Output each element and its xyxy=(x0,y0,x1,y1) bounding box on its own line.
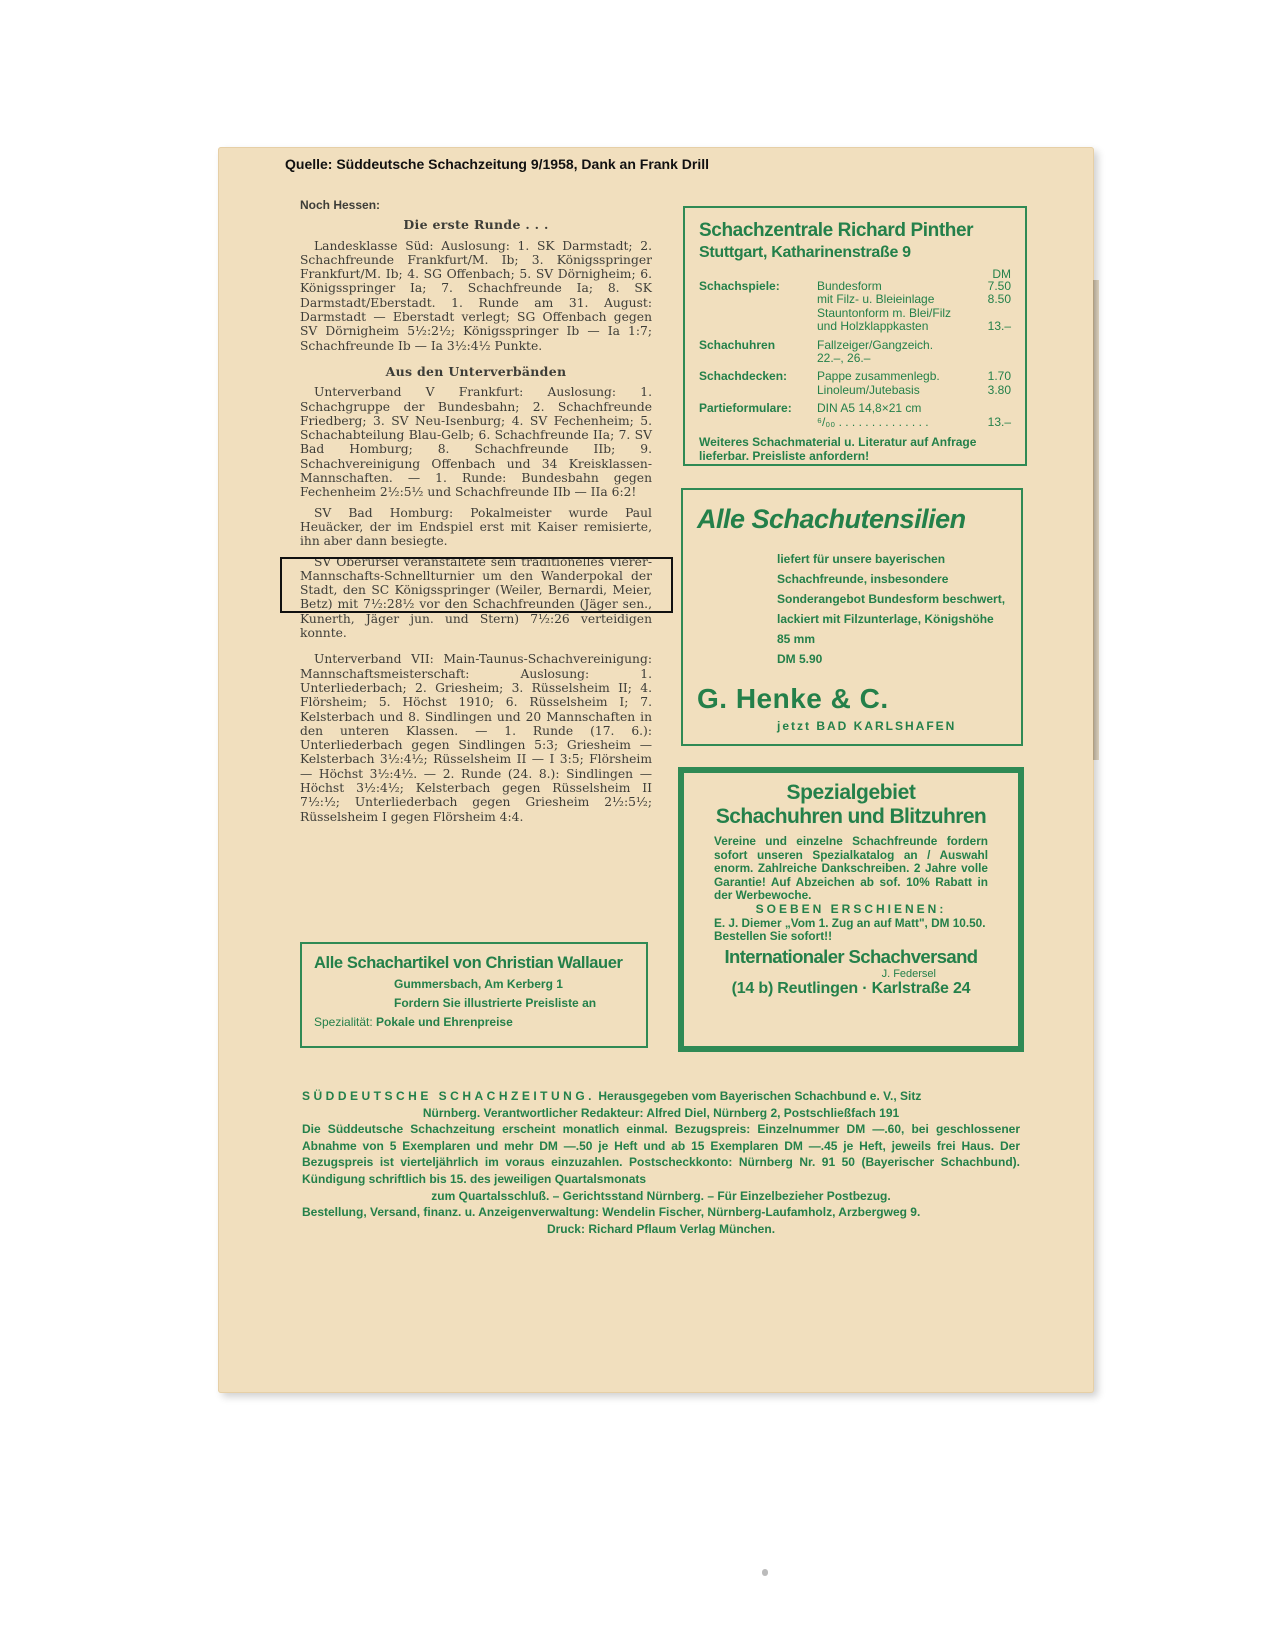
price-item: Stauntonform m. Blei/Filz xyxy=(817,305,952,320)
ad-henke-title: Alle Schachutensilien xyxy=(697,504,966,534)
price-item: Fallzeiger/Gangzeich. xyxy=(817,337,934,352)
price-category: Schachspiele: xyxy=(699,279,780,293)
source-caption: Quelle: Süddeutsche Schachzeitung 9/1958, Dank an Frank Drill xyxy=(285,156,710,172)
ad-federsel-new: SOEBEN ERSCHIENEN: xyxy=(755,901,947,916)
price-category xyxy=(699,384,817,397)
price-value xyxy=(977,307,1011,320)
imprint-line-end: zum Quartalsschluß. – Gerichtsstand Nürnberg. – Für Einzelbezieher Postbezug. xyxy=(431,1188,891,1203)
price-value xyxy=(977,339,1011,352)
ad-pinther-footer: Weiteres Schachmaterial u. Literatur auf Anfrage lieferbar. Preisliste anfordern! xyxy=(699,435,977,464)
price-item: Pappe zusammenlegb. xyxy=(817,369,940,384)
paragraph-unterverband-vii: Unterverband VII: Main-Taunus-Schachvereinigung: Mannschaftsmeisterschaft: Auslosung: 1. Unterliederbach; 2. Griesheim; 3. Rüsselsheim II; 4. Flörsheim; 5. Höchst 1910; 6. Rüsselsheim I; 7. Kelsterbach und 8. Sindlingen und 20 Mannschaften in den unteren Klassen. — 1. Runde (17. 6.): Unterliederbach gegen Sindlingen 5:3; Griesheim — Kelsterbach 3½:4½; Rüsselsheim II — I 3:5; Flörsheim — Höchst 3½:4½. — 2. Runde (24. 8.): Sindlingen — Höchst 3½:4½; Kelsterbach gegen Rüsselsheim II 7½:½; Unterliederbach gegen Griesheim 2½:5½; Rüsselsheim I gegen Flörsheim 4:4. xyxy=(300,652,652,824)
imprint-distribution: Bestellung, Versand, finanz. u. Anzeigenverwaltung: Wendelin Fischer, Nürnberg-Laufamholz, Arzbergweg 9. xyxy=(302,1205,921,1220)
price-row xyxy=(699,307,1011,320)
paper-speck xyxy=(762,1569,768,1576)
price-value xyxy=(977,352,1011,365)
ad-pinther-currency: DM xyxy=(992,267,1011,281)
ad-wallauer-title: Alle Schachartikel von Christian Wallauer xyxy=(314,954,623,972)
article-column xyxy=(300,198,652,824)
ad-pinther-address: Stuttgart, Katharinenstraße 9 xyxy=(699,244,911,261)
price-item: und Holzklappkasten xyxy=(817,319,929,334)
price-value: 13.– xyxy=(987,414,1011,429)
price-row xyxy=(699,384,1011,397)
ad-pinther-title: Schachzentrale Richard Pinther xyxy=(699,220,974,241)
ad-henke-text: liefert für unsere bayerischen Schachfreunde, insbesondere Sonderangebot Bundesform beschwert, lackiert mit Filzunterlage, Königshöhe 85 mm xyxy=(777,552,1006,646)
price-item: 22.–, 26.– xyxy=(817,351,871,366)
price-item: ⁶/₀₀ . . . . . . . . . . . . . . xyxy=(817,414,929,429)
paragraph-bad-homburg: SV Bad Homburg: Pokalmeister wurde Paul Heuäcker, der im Endspiel erst mit Kaiser remisierte, ihn aber dann besiegte. xyxy=(300,505,652,549)
heading-unterverbaende: Aus den Unterverbänden xyxy=(385,363,567,379)
price-category xyxy=(699,307,817,320)
paragraph-oberursel: SV Oberursel veranstaltete sein traditionelles Vierer-Mannschafts-Schnellturnier um den Wanderpokal der Stadt, den SC Königsspringer (Weiler, Bernardi, Meier, Betz) mit 7½:28½ vor den Schachfreunden (Jäger sen., Kunerth, Jäger jun. und Stern) 7½:26 verteidigen konnte. xyxy=(300,554,652,641)
ad-henke xyxy=(681,488,1023,746)
price-value: 3.80 xyxy=(987,382,1011,397)
imprint-print: Druck: Richard Pflaum Verlag München. xyxy=(546,1221,776,1236)
imprint-header xyxy=(302,1088,1020,1105)
ad-henke-location: jetzt BAD KARLSHAFEN xyxy=(777,719,957,733)
imprint-line2: Nürnberg. Verantwortlicher Redakteur: Alfred Diel, Nürnberg 2, Postschließfach 191 xyxy=(422,1105,900,1120)
price-row xyxy=(699,416,1011,429)
price-row xyxy=(699,339,1011,352)
ad-federsel xyxy=(678,767,1024,1052)
price-item: Linoleum/Jutebasis xyxy=(817,382,920,397)
ad-federsel-title: Spezialgebiet xyxy=(786,781,916,804)
ad-federsel-subtitle: Schachuhren und Blitzuhren xyxy=(715,805,987,828)
paragraph-unterverband-v: Unterverband V Frankfurt: Auslosung: 1. Schachgruppe der Bundesbahn; 2. Schachfreunde Friedberg; 3. SV Neu-Isenburg; 4. SV Fechenheim; 5. Schachabteilung Blau-Gelb; 6. Schachfreunde IIa; 7. SV Bad Homburg; 8. Schachfreunde IIb; 9. Schachvereinigung Offenbach und 34 Kreisklassen-Mannschaften. — 1. Runde: Bundesbahn gegen Fechenheim 2½:5½ und Schachfreunde IIb — IIa 6:2! xyxy=(300,385,652,500)
price-row xyxy=(699,402,1011,415)
price-row xyxy=(699,352,1011,365)
ad-wallauer-spec-label: Spezialität: xyxy=(314,1015,373,1029)
price-row xyxy=(699,320,1011,333)
ad-wallauer-request: Fordern Sie illustrierte Preisliste an xyxy=(394,996,597,1010)
price-item: Bundesform xyxy=(817,279,882,293)
imprint-body: Die Süddeutsche Schachzeitung erscheint monatlich einmal. Bezugspreis: Einzelnummer DM —.60, bei geschlossener Abnahme von 5 Exemplaren und mehr DM —.50 je Heft und ab 15 Exemplaren DM —.45 je Heft, jeweils frei Haus. Der Bezugspreis ist vierteljährlich im voraus einzuzahlen. Postscheckkonto: Nürnberg Nr. 91 50 (Bayerischer Schachbund). Kündigung schriftlich bis 15. des jeweiligen Quartalsmonats xyxy=(302,1122,1020,1186)
imprint-line1: Herausgegeben vom Bayerischen Schachbund e. V., Sitz xyxy=(598,1089,922,1103)
price-category xyxy=(699,293,817,306)
ad-federsel-name: Internationaler Schachversand xyxy=(724,945,978,967)
ad-wallauer-spec-value: Pokale und Ehrenpreise xyxy=(376,1015,513,1029)
price-value: 13.– xyxy=(987,319,1011,334)
ad-federsel-body: Vereine und einzelne Schachfreunde fordern sofort unseren Spezialkatalog an / Auswahl enorm. Zahlreiche Dankschreiben. 2 Jahre volle Garantie! Auf Abzeichen ab sof. 10% Rabatt in der Werbewoche. xyxy=(714,834,988,903)
ad-federsel-body-block xyxy=(714,835,988,944)
price-category: Schachdecken: xyxy=(699,369,788,384)
ad-pinther xyxy=(683,206,1027,466)
price-item: DIN A5 14,8×21 cm xyxy=(817,401,922,416)
price-row xyxy=(699,293,1011,306)
price-value: 7.50 xyxy=(987,279,1011,293)
highlight-box xyxy=(280,557,673,613)
paragraph-landesklasse: Landesklasse Süd: Auslosung: 1. SK Darmstadt; 2. Schachfreunde Frankfurt/M. Ib; 3. Königsspringer Frankfurt/M. Ib; 4. SG Offenbach; 5. SV Dörnigheim; 6. Königsspringer Ia; 7. Schachfreunde Ia; 8. SK Darmstadt/Eberstadt. 1. Runde am 31. August: Darmstadt — Eberstadt verlegt; SG Offenbach gegen SV Dörnigheim 5½:2½; Königsspringer Ib — Ia 1:7; Schachfreunde Ib — Ia 3½:4½ Punkte. xyxy=(300,238,652,353)
ad-henke-price: DM 5.90 xyxy=(777,652,823,666)
imprint xyxy=(302,1088,1020,1237)
ad-pinther-price-list xyxy=(699,280,1011,429)
price-category: Partieformulare: xyxy=(699,401,792,416)
ad-henke-company: G. Henke & C. xyxy=(697,683,889,714)
price-row xyxy=(699,370,1011,383)
price-value: 1.70 xyxy=(987,369,1011,384)
ad-wallauer xyxy=(300,942,648,1048)
heading-first-round: Die erste Runde . . . xyxy=(403,217,549,233)
ad-federsel-book: E. J. Diemer „Vom 1. Zug an auf Matt", DM 10.50. Bestellen Sie sofort!! xyxy=(714,915,986,944)
price-category xyxy=(699,352,817,365)
price-category xyxy=(699,416,817,429)
price-value: 8.50 xyxy=(987,292,1011,307)
ad-federsel-owner: J. Federsel xyxy=(881,967,936,980)
page-edge-shadow xyxy=(1093,280,1099,760)
ad-wallauer-specialty xyxy=(314,1015,634,1029)
price-row xyxy=(699,280,1011,293)
price-item: mit Filz- u. Bleieinlage xyxy=(817,292,935,307)
ad-federsel-address: (14 b) Reutlingen · Karlstraße 24 xyxy=(731,979,971,997)
imprint-publication: SÜDDEUTSCHE SCHACHZEITUNG. xyxy=(302,1089,596,1103)
ad-wallauer-location: Gummersbach, Am Kerberg 1 xyxy=(394,977,563,991)
price-category xyxy=(699,320,817,333)
ad-henke-body xyxy=(777,549,1007,669)
section-label: Noch Hessen: xyxy=(300,198,381,212)
price-category: Schachuhren xyxy=(699,337,776,352)
price-value xyxy=(977,402,1011,415)
